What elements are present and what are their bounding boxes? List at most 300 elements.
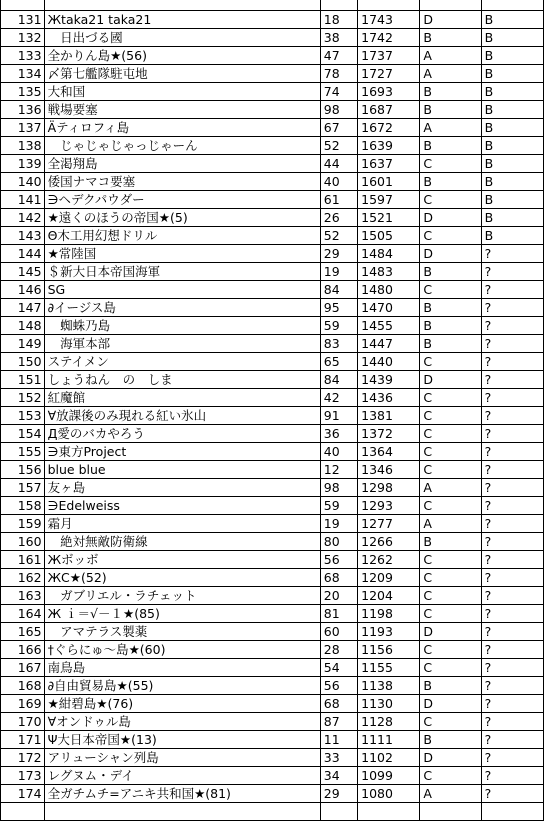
table-row xyxy=(1,767,544,785)
rank-cell: 171 xyxy=(1,731,45,749)
points-cell: 1372 xyxy=(358,425,420,443)
grade-cell: C xyxy=(420,587,481,605)
table-row xyxy=(1,785,544,803)
status-cell: ? xyxy=(481,335,543,353)
status-cell: ? xyxy=(481,749,543,767)
rank-cell: 152 xyxy=(1,389,45,407)
rank-cell: 146 xyxy=(1,281,45,299)
status-cell: ? xyxy=(481,731,543,749)
rank-cell: 136 xyxy=(1,101,45,119)
status-cell: ? xyxy=(481,623,543,641)
score-cell: 28 xyxy=(320,641,357,659)
points-cell: 1521 xyxy=(358,209,420,227)
rank-cell: 163 xyxy=(1,587,45,605)
score-cell: 67 xyxy=(320,119,357,137)
rank-cell xyxy=(1,803,45,821)
rank-cell: 164 xyxy=(1,605,45,623)
points-cell: 1637 xyxy=(358,155,420,173)
grade-cell: B xyxy=(420,29,481,47)
score-cell: 34 xyxy=(320,767,357,785)
name-cell: しょうねん の しま xyxy=(44,371,320,389)
name-cell: ∋東方Project xyxy=(44,443,320,461)
name-cell: Жtaka21 taka21 xyxy=(44,11,320,29)
score-cell: 19 xyxy=(320,515,357,533)
points-cell: 1440 xyxy=(358,353,420,371)
status-cell: ? xyxy=(481,425,543,443)
grade-cell: C xyxy=(420,767,481,785)
name-cell: †ぐらにゅ～島★(60) xyxy=(44,641,320,659)
name-cell: blue blue xyxy=(44,461,320,479)
grade-cell: C xyxy=(420,605,481,623)
status-cell: ? xyxy=(481,263,543,281)
table-row xyxy=(1,803,544,821)
name-cell: ∋Edelweiss xyxy=(44,497,320,515)
grade-cell: D xyxy=(420,623,481,641)
name-cell: 蜘蛛乃島 xyxy=(44,317,320,335)
grade-cell: B xyxy=(420,101,481,119)
grade-cell: B xyxy=(420,299,481,317)
ranking-table-body xyxy=(1,0,544,821)
rank-cell: 162 xyxy=(1,569,45,587)
points-cell: 1111 xyxy=(358,731,420,749)
score-cell: 81 xyxy=(320,605,357,623)
name-cell: 戦場要塞 xyxy=(44,101,320,119)
rank-cell: 142 xyxy=(1,209,45,227)
status-cell: B xyxy=(481,11,543,29)
table-row xyxy=(1,155,544,173)
grade-cell: B xyxy=(420,137,481,155)
points-cell: 1080 xyxy=(358,785,420,803)
score-cell: 40 xyxy=(320,443,357,461)
rank-cell: 166 xyxy=(1,641,45,659)
rank-cell: 168 xyxy=(1,677,45,695)
points-cell: 1155 xyxy=(358,659,420,677)
points-cell: 1483 xyxy=(358,263,420,281)
rank-cell: 150 xyxy=(1,353,45,371)
score-cell: 54 xyxy=(320,659,357,677)
status-cell: ? xyxy=(481,713,543,731)
rank-cell: 169 xyxy=(1,695,45,713)
score-cell: 59 xyxy=(320,497,357,515)
grade-cell: D xyxy=(420,371,481,389)
name-cell: アリューシャン列島 xyxy=(44,749,320,767)
grade-cell: A xyxy=(420,47,481,65)
rank-cell: 173 xyxy=(1,767,45,785)
status-cell: ? xyxy=(481,785,543,803)
rank-cell: 133 xyxy=(1,47,45,65)
rank-cell: 153 xyxy=(1,407,45,425)
grade-cell: C xyxy=(420,155,481,173)
score-cell: 87 xyxy=(320,713,357,731)
score-cell: 44 xyxy=(320,155,357,173)
status-cell: ? xyxy=(481,299,543,317)
grade-cell: B xyxy=(420,173,481,191)
rank-cell: 159 xyxy=(1,515,45,533)
points-cell: 1156 xyxy=(358,641,420,659)
status-cell: B xyxy=(481,173,543,191)
name-cell: ★遠くのほうの帝国★(5) xyxy=(44,209,320,227)
rank-cell: 170 xyxy=(1,713,45,731)
status-cell: ? xyxy=(481,371,543,389)
status-cell: B xyxy=(481,101,543,119)
grade-cell: A xyxy=(420,479,481,497)
grade-cell: C xyxy=(420,461,481,479)
name-cell: アマテラス製薬 xyxy=(44,623,320,641)
status-cell: B xyxy=(481,137,543,155)
rank-cell: 140 xyxy=(1,173,45,191)
grade-cell: B xyxy=(420,677,481,695)
name-cell: 全かりん島★(56) xyxy=(44,47,320,65)
points-cell: 1346 xyxy=(358,461,420,479)
name-cell: Ψ大日本帝国★(13) xyxy=(44,731,320,749)
score-cell: 52 xyxy=(320,137,357,155)
name-cell: 〆第七艦隊駐屯地 xyxy=(44,65,320,83)
table-row xyxy=(1,173,544,191)
status-cell: ? xyxy=(481,641,543,659)
points-cell: 1436 xyxy=(358,389,420,407)
points-cell: 1693 xyxy=(358,83,420,101)
table-row xyxy=(1,587,544,605)
name-cell: 南鳥島 xyxy=(44,659,320,677)
table-row xyxy=(1,371,544,389)
score-cell: 40 xyxy=(320,173,357,191)
table-row xyxy=(1,101,544,119)
score-cell: 18 xyxy=(320,11,357,29)
grade-cell: C xyxy=(420,389,481,407)
table-row xyxy=(1,335,544,353)
name-cell xyxy=(44,803,320,821)
table-row xyxy=(1,407,544,425)
grade-cell: C xyxy=(420,551,481,569)
score-cell: 52 xyxy=(320,227,357,245)
points-cell: 1687 xyxy=(358,101,420,119)
points-cell: 1193 xyxy=(358,623,420,641)
table-row xyxy=(1,713,544,731)
name-cell: Θ木工用幻想ドリル xyxy=(44,227,320,245)
table-row xyxy=(1,659,544,677)
score-cell: 95 xyxy=(320,299,357,317)
status-cell: ? xyxy=(481,281,543,299)
rank-cell: 148 xyxy=(1,317,45,335)
score-cell xyxy=(320,0,357,11)
table-row xyxy=(1,479,544,497)
table-row xyxy=(1,533,544,551)
name-cell: Ж ｉ＝√－１★(85) xyxy=(44,605,320,623)
rank-cell: 137 xyxy=(1,119,45,137)
table-row xyxy=(1,569,544,587)
grade-cell: B xyxy=(420,335,481,353)
rank-cell: 167 xyxy=(1,659,45,677)
status-cell: ? xyxy=(481,317,543,335)
score-cell: 84 xyxy=(320,281,357,299)
points-cell: 1439 xyxy=(358,371,420,389)
points-cell: 1099 xyxy=(358,767,420,785)
name-cell: ★紺碧島★(76) xyxy=(44,695,320,713)
score-cell: 98 xyxy=(320,479,357,497)
score-cell: 78 xyxy=(320,65,357,83)
status-cell: B xyxy=(481,191,543,209)
points-cell: 1293 xyxy=(358,497,420,515)
table-row xyxy=(1,0,544,11)
name-cell: 紅魔館 xyxy=(44,389,320,407)
points-cell: 1138 xyxy=(358,677,420,695)
score-cell: 29 xyxy=(320,785,357,803)
table-row xyxy=(1,263,544,281)
name-cell: Д愛のバカやろう xyxy=(44,425,320,443)
score-cell: 20 xyxy=(320,587,357,605)
status-cell: ? xyxy=(481,659,543,677)
grade-cell: B xyxy=(420,263,481,281)
grade-cell: D xyxy=(420,749,481,767)
rank-cell: 149 xyxy=(1,335,45,353)
grade-cell: D xyxy=(420,209,481,227)
score-cell: 26 xyxy=(320,209,357,227)
score-cell: 68 xyxy=(320,569,357,587)
rank-cell: 138 xyxy=(1,137,45,155)
points-cell: 1128 xyxy=(358,713,420,731)
points-cell: 1447 xyxy=(358,335,420,353)
score-cell: 60 xyxy=(320,623,357,641)
name-cell: SG xyxy=(44,281,320,299)
table-row xyxy=(1,137,544,155)
name-cell: ガブリエル・ラチェット xyxy=(44,587,320,605)
points-cell: 1364 xyxy=(358,443,420,461)
grade-cell: A xyxy=(420,119,481,137)
grade-cell: B xyxy=(420,83,481,101)
status-cell xyxy=(481,803,543,821)
status-cell: ? xyxy=(481,461,543,479)
table-row xyxy=(1,623,544,641)
table-row xyxy=(1,47,544,65)
rank-cell: 174 xyxy=(1,785,45,803)
name-cell: 絶対無敵防衛線 xyxy=(44,533,320,551)
score-cell: 80 xyxy=(320,533,357,551)
name-cell: 友ヶ島 xyxy=(44,479,320,497)
table-row xyxy=(1,461,544,479)
table-row xyxy=(1,731,544,749)
points-cell: 1639 xyxy=(358,137,420,155)
grade-cell: D xyxy=(420,11,481,29)
status-cell: ? xyxy=(481,695,543,713)
rank-cell: 155 xyxy=(1,443,45,461)
status-cell: ? xyxy=(481,677,543,695)
table-row xyxy=(1,29,544,47)
grade-cell: C xyxy=(420,713,481,731)
rank-cell: 147 xyxy=(1,299,45,317)
grade-cell: C xyxy=(420,569,481,587)
status-cell: ? xyxy=(481,407,543,425)
rank-cell: 151 xyxy=(1,371,45,389)
table-row xyxy=(1,227,544,245)
grade-cell: C xyxy=(420,425,481,443)
status-cell: ? xyxy=(481,551,543,569)
table-row xyxy=(1,551,544,569)
name-cell: 倭国ナマコ要塞 xyxy=(44,173,320,191)
rank-cell: 145 xyxy=(1,263,45,281)
points-cell xyxy=(358,0,420,11)
rank-cell: 139 xyxy=(1,155,45,173)
score-cell: 42 xyxy=(320,389,357,407)
rank-cell: 165 xyxy=(1,623,45,641)
table-row xyxy=(1,749,544,767)
name-cell: ∀放課後のみ現れる紅い氷山 xyxy=(44,407,320,425)
status-cell: ? xyxy=(481,515,543,533)
table-row xyxy=(1,389,544,407)
status-cell: ? xyxy=(481,497,543,515)
name-cell: ∀オンドゥル島 xyxy=(44,713,320,731)
points-cell: 1204 xyxy=(358,587,420,605)
score-cell: 12 xyxy=(320,461,357,479)
status-cell xyxy=(481,0,543,11)
score-cell: 98 xyxy=(320,101,357,119)
status-cell: B xyxy=(481,155,543,173)
score-cell: 84 xyxy=(320,371,357,389)
table-row xyxy=(1,11,544,29)
points-cell: 1198 xyxy=(358,605,420,623)
score-cell: 56 xyxy=(320,551,357,569)
table-row xyxy=(1,65,544,83)
table-row xyxy=(1,605,544,623)
status-cell: ? xyxy=(481,605,543,623)
name-cell: レグヌム・デイ xyxy=(44,767,320,785)
status-cell: ? xyxy=(481,443,543,461)
points-cell: 1484 xyxy=(358,245,420,263)
status-cell: B xyxy=(481,209,543,227)
grade-cell: C xyxy=(420,659,481,677)
score-cell xyxy=(320,803,357,821)
name-cell: 日出づる國 xyxy=(44,29,320,47)
grade-cell: C xyxy=(420,443,481,461)
rank-cell xyxy=(1,0,45,11)
table-row xyxy=(1,443,544,461)
status-cell: B xyxy=(481,65,543,83)
rank-cell: 141 xyxy=(1,191,45,209)
score-cell: 47 xyxy=(320,47,357,65)
grade-cell: C xyxy=(420,281,481,299)
name-cell: ★常陸国 xyxy=(44,245,320,263)
name-cell: 霜月 xyxy=(44,515,320,533)
name-cell: ∋ヘデクパウダー xyxy=(44,191,320,209)
table-row xyxy=(1,425,544,443)
score-cell: 11 xyxy=(320,731,357,749)
name-cell: ステイメン xyxy=(44,353,320,371)
status-cell: ? xyxy=(481,353,543,371)
grade-cell: A xyxy=(420,515,481,533)
name-cell: 大和国 xyxy=(44,83,320,101)
points-cell: 1455 xyxy=(358,317,420,335)
name-cell: ЖC★(52) xyxy=(44,569,320,587)
name-cell: ∂自由貿易島★(55) xyxy=(44,677,320,695)
points-cell: 1262 xyxy=(358,551,420,569)
score-cell: 61 xyxy=(320,191,357,209)
table-row xyxy=(1,299,544,317)
name-cell: ＄新大日本帝国海軍 xyxy=(44,263,320,281)
table-row xyxy=(1,191,544,209)
rank-cell: 134 xyxy=(1,65,45,83)
points-cell: 1298 xyxy=(358,479,420,497)
table-row xyxy=(1,497,544,515)
grade-cell: B xyxy=(420,317,481,335)
grade-cell: C xyxy=(420,191,481,209)
status-cell: B xyxy=(481,83,543,101)
table-row xyxy=(1,641,544,659)
table-row xyxy=(1,317,544,335)
score-cell: 83 xyxy=(320,335,357,353)
name-cell: 海軍本部 xyxy=(44,335,320,353)
score-cell: 33 xyxy=(320,749,357,767)
status-cell: ? xyxy=(481,533,543,551)
score-cell: 68 xyxy=(320,695,357,713)
grade-cell: C xyxy=(420,641,481,659)
grade-cell: D xyxy=(420,245,481,263)
score-cell: 29 xyxy=(320,245,357,263)
name-cell xyxy=(44,0,320,11)
score-cell: 65 xyxy=(320,353,357,371)
grade-cell: A xyxy=(420,785,481,803)
table-row xyxy=(1,245,544,263)
name-cell: ∂イージス島 xyxy=(44,299,320,317)
status-cell: B xyxy=(481,119,543,137)
score-cell: 91 xyxy=(320,407,357,425)
points-cell: 1601 xyxy=(358,173,420,191)
score-cell: 56 xyxy=(320,677,357,695)
points-cell xyxy=(358,803,420,821)
status-cell: ? xyxy=(481,389,543,407)
rank-cell: 143 xyxy=(1,227,45,245)
grade-cell: C xyxy=(420,407,481,425)
points-cell: 1742 xyxy=(358,29,420,47)
rank-cell: 161 xyxy=(1,551,45,569)
name-cell: 全ガチムチ=アニキ共和国★(81) xyxy=(44,785,320,803)
rank-cell: 160 xyxy=(1,533,45,551)
points-cell: 1737 xyxy=(358,47,420,65)
rank-cell: 154 xyxy=(1,425,45,443)
grade-cell: C xyxy=(420,227,481,245)
score-cell: 36 xyxy=(320,425,357,443)
points-cell: 1727 xyxy=(358,65,420,83)
status-cell: ? xyxy=(481,569,543,587)
points-cell: 1672 xyxy=(358,119,420,137)
table-row xyxy=(1,353,544,371)
rank-cell: 172 xyxy=(1,749,45,767)
status-cell: B xyxy=(481,29,543,47)
points-cell: 1597 xyxy=(358,191,420,209)
grade-cell: D xyxy=(420,695,481,713)
table-row xyxy=(1,281,544,299)
grade-cell xyxy=(420,803,481,821)
status-cell: ? xyxy=(481,245,543,263)
points-cell: 1130 xyxy=(358,695,420,713)
status-cell: ? xyxy=(481,767,543,785)
points-cell: 1209 xyxy=(358,569,420,587)
table-row xyxy=(1,209,544,227)
score-cell: 59 xyxy=(320,317,357,335)
points-cell: 1381 xyxy=(358,407,420,425)
rank-cell: 158 xyxy=(1,497,45,515)
score-cell: 38 xyxy=(320,29,357,47)
rank-cell: 132 xyxy=(1,29,45,47)
points-cell: 1480 xyxy=(358,281,420,299)
grade-cell: C xyxy=(420,353,481,371)
status-cell: B xyxy=(481,47,543,65)
score-cell: 19 xyxy=(320,263,357,281)
points-cell: 1102 xyxy=(358,749,420,767)
status-cell: ? xyxy=(481,479,543,497)
table-row xyxy=(1,515,544,533)
points-cell: 1505 xyxy=(358,227,420,245)
name-cell: じゃじゃじゃっじゃーん xyxy=(44,137,320,155)
grade-cell: C xyxy=(420,497,481,515)
